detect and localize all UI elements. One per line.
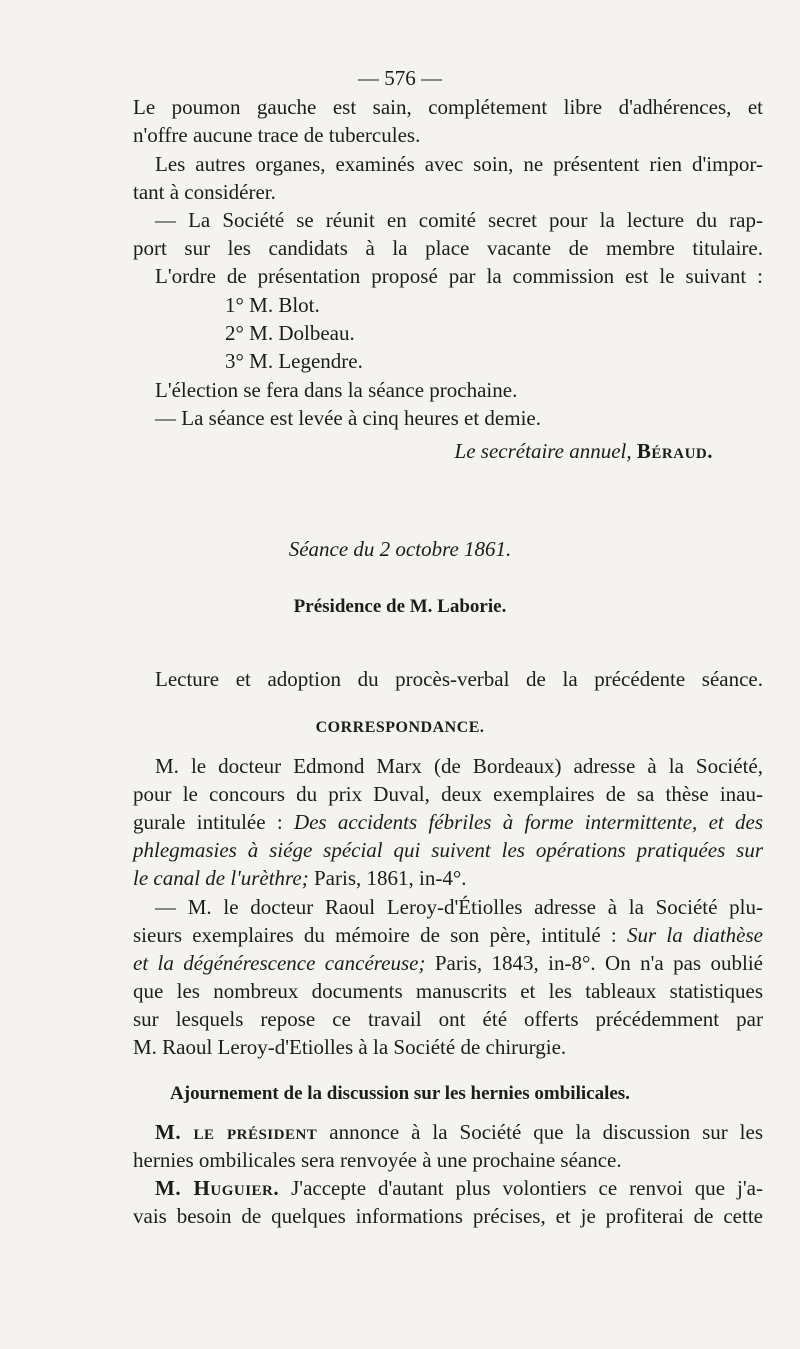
text-line: — La séance est levée à cinq heures et demie.	[155, 406, 541, 430]
text-line: le canal de l'urèthre; Paris, 1861, in-4°.	[133, 866, 467, 890]
session-title: Séance du 2 octobre 1861.	[288, 537, 512, 561]
text-line: vais besoin de quelques informations précises, et je profiterai de cette	[133, 1204, 763, 1228]
text-line: phlegmasies à siége spécial qui suivent les opérations pratiquées sur	[133, 838, 763, 862]
text-line: L'ordre de présentation proposé par la commission est le suivant :	[155, 264, 763, 288]
signature	[133, 437, 713, 465]
text-line: port sur les candidats à la place vacante de membre titulaire.	[133, 236, 763, 260]
text-line: M. le docteur Edmond Marx (de Bordeaux) adresse à la Société,	[155, 754, 763, 778]
ajournement-heading: Ajournement de la discussion sur les hernies ombilicales.	[170, 1083, 630, 1104]
page-number: — 576 —	[358, 66, 442, 90]
text-line: pour le concours du prix Duval, deux exemplaires de sa thèse inau-	[133, 782, 763, 806]
signature-title: Le secrétaire annuel,	[454, 439, 632, 463]
candidate-item: 3° M. Legendre.	[225, 349, 363, 373]
text-line: sur lesquels repose ce travail ont été offerts précédemment par	[133, 1007, 763, 1031]
speaker-name: M. le président	[155, 1120, 318, 1144]
text-line: Le poumon gauche est sain, complétement libre d'adhérences, et	[133, 95, 763, 119]
candidate-item: 2° M. Dolbeau.	[225, 321, 355, 345]
text-line: Lecture et adoption du procès-verbal de la précédente séance.	[155, 667, 763, 691]
text-line: gurale intitulée : Des accidents fébriles à forme intermittente, et des	[133, 810, 763, 834]
text-line: Les autres organes, examinés avec soin, ne présentent rien d'impor-	[155, 152, 763, 176]
text-line: sieurs exemplaires du mémoire de son père, intitulé : Sur la diathèse	[133, 923, 763, 947]
text-line: tant à considérer.	[133, 180, 276, 204]
speaker-name: M. Huguier.	[155, 1176, 280, 1200]
text-line: et la dégénérescence cancéreuse; Paris, 1843, in-8°. On n'a pas oublié	[133, 951, 763, 975]
text-line: — M. le docteur Raoul Leroy-d'Étiolles adresse à la Société plu-	[155, 895, 763, 919]
presidence-heading: Présidence de M. Laborie.	[293, 596, 507, 617]
text-line: — La Société se réunit en comité secret pour la lecture du rap-	[155, 208, 763, 232]
correspondance-heading: CORRESPONDANCE.	[315, 719, 485, 736]
text-line: que les nombreux documents manuscrits et les tableaux statistiques	[133, 979, 763, 1003]
text-line: M. Raoul Leroy-d'Etiolles à la Société de chirurgie.	[133, 1035, 567, 1059]
signature-name: Béraud.	[636, 439, 713, 463]
text-line: M. le président annonce à la Société que la discussion sur les	[155, 1120, 764, 1144]
candidate-item: 1° M. Blot.	[225, 293, 320, 317]
text-line: hernies ombilicales sera renvoyée à une prochaine séance.	[133, 1148, 622, 1172]
text-line: L'élection se fera dans la séance prochaine.	[155, 378, 518, 402]
text-line: M. Huguier. J'accepte d'autant plus volontiers ce renvoi que j'a-	[155, 1176, 763, 1200]
text-line: n'offre aucune trace de tubercules.	[133, 123, 421, 147]
